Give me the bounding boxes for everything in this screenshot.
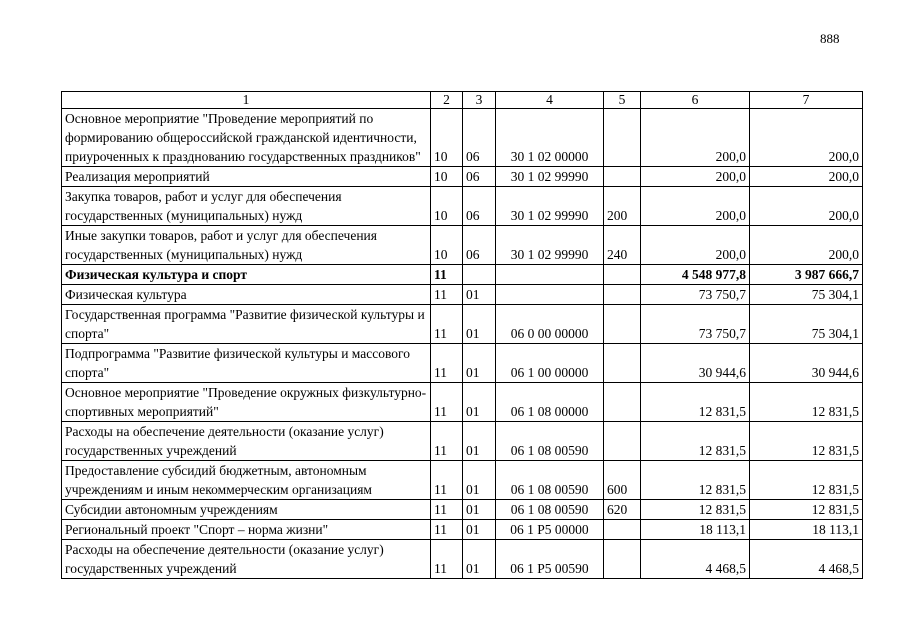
row-name: Физическая культура (62, 285, 431, 305)
cell-target-code: 30 1 02 99990 (496, 226, 604, 265)
table-row (62, 422, 863, 461)
header-cell: 4 (496, 92, 604, 109)
page-number: 888 (820, 31, 840, 46)
cell-subsection: 01 (463, 383, 496, 422)
cell-amount-7: 12 831,5 (750, 383, 863, 422)
header-cell: 1 (62, 92, 431, 109)
cell-amount-6: 200,0 (641, 167, 750, 187)
cell-expense-type (604, 344, 641, 383)
cell-section: 10 (431, 187, 463, 226)
row-name: Физическая культура и спорт (62, 265, 431, 285)
cell-section: 11 (431, 500, 463, 520)
cell-section: 11 (431, 422, 463, 461)
table-header-row (62, 92, 863, 109)
table-row (62, 109, 863, 167)
cell-amount-6: 18 113,1 (641, 520, 750, 540)
cell-expense-type: 200 (604, 187, 641, 226)
cell-expense-type (604, 520, 641, 540)
cell-subsection: 06 (463, 109, 496, 167)
table-row (62, 520, 863, 540)
cell-section: 10 (431, 226, 463, 265)
table-row (62, 167, 863, 187)
cell-expense-type: 240 (604, 226, 641, 265)
cell-amount-6: 4 468,5 (641, 540, 750, 579)
cell-amount-6: 30 944,6 (641, 344, 750, 383)
cell-amount-6: 73 750,7 (641, 305, 750, 344)
header-cell: 2 (431, 92, 463, 109)
cell-subsection: 01 (463, 422, 496, 461)
row-name: Государственная программа "Развитие физической культуры и спорта" (62, 305, 431, 344)
cell-expense-type (604, 422, 641, 461)
cell-target-code: 30 1 02 00000 (496, 109, 604, 167)
row-name: Предоставление субсидий бюджетным, автономным учреждениям и иным некоммерческим организациям (62, 461, 431, 500)
budget-table (61, 91, 863, 579)
cell-amount-7: 200,0 (750, 226, 863, 265)
cell-target-code: 06 0 00 00000 (496, 305, 604, 344)
cell-expense-type (604, 167, 641, 187)
cell-amount-7: 18 113,1 (750, 520, 863, 540)
cell-subsection: 01 (463, 540, 496, 579)
cell-amount-7: 12 831,5 (750, 461, 863, 500)
cell-section: 11 (431, 344, 463, 383)
cell-section: 11 (431, 285, 463, 305)
cell-subsection: 06 (463, 167, 496, 187)
row-name: Расходы на обеспечение деятельности (оказание услуг) государственных учреждений (62, 540, 431, 579)
table-row (62, 285, 863, 305)
cell-expense-type (604, 265, 641, 285)
row-name: Подпрограмма "Развитие физической культуры и массового спорта" (62, 344, 431, 383)
row-name: Субсидии автономным учреждениям (62, 500, 431, 520)
cell-target-code: 06 1 00 00000 (496, 344, 604, 383)
cell-expense-type (604, 109, 641, 167)
cell-target-code: 06 1 P5 00590 (496, 540, 604, 579)
cell-target-code: 06 1 08 00000 (496, 383, 604, 422)
cell-amount-7: 75 304,1 (750, 285, 863, 305)
cell-amount-7: 200,0 (750, 109, 863, 167)
table-row (62, 187, 863, 226)
table-row (62, 540, 863, 579)
cell-target-code: 06 1 08 00590 (496, 422, 604, 461)
header-cell: 3 (463, 92, 496, 109)
cell-subsection: 01 (463, 520, 496, 540)
cell-target-code (496, 285, 604, 305)
cell-amount-7: 4 468,5 (750, 540, 863, 579)
table-row (62, 265, 863, 285)
header-cell: 6 (641, 92, 750, 109)
row-name: Реализация мероприятий (62, 167, 431, 187)
cell-amount-7: 3 987 666,7 (750, 265, 863, 285)
cell-subsection (463, 265, 496, 285)
cell-amount-6: 12 831,5 (641, 500, 750, 520)
cell-expense-type (604, 540, 641, 579)
row-name: Закупка товаров, работ и услуг для обеспечения государственных (муниципальных) нужд (62, 187, 431, 226)
cell-amount-6: 200,0 (641, 187, 750, 226)
cell-section: 11 (431, 383, 463, 422)
cell-amount-6: 200,0 (641, 226, 750, 265)
cell-target-code: 06 1 08 00590 (496, 500, 604, 520)
cell-amount-6: 12 831,5 (641, 422, 750, 461)
cell-amount-6: 73 750,7 (641, 285, 750, 305)
row-name: Расходы на обеспечение деятельности (оказание услуг) государственных учреждений (62, 422, 431, 461)
cell-expense-type (604, 285, 641, 305)
cell-amount-6: 12 831,5 (641, 461, 750, 500)
cell-expense-type: 620 (604, 500, 641, 520)
cell-section: 11 (431, 520, 463, 540)
row-name: Основное мероприятие "Проведение мероприятий по формированию общероссийской гражданской идентичности, приуроченных к празднованию государственных праздников" (62, 109, 431, 167)
cell-section: 11 (431, 540, 463, 579)
cell-section: 11 (431, 265, 463, 285)
cell-amount-6: 200,0 (641, 109, 750, 167)
table-row (62, 305, 863, 344)
header-cell: 7 (750, 92, 863, 109)
cell-amount-7: 200,0 (750, 187, 863, 226)
cell-amount-7: 200,0 (750, 167, 863, 187)
cell-subsection: 01 (463, 500, 496, 520)
cell-amount-6: 12 831,5 (641, 383, 750, 422)
table-row (62, 226, 863, 265)
cell-expense-type (604, 305, 641, 344)
cell-section: 11 (431, 305, 463, 344)
cell-subsection: 06 (463, 226, 496, 265)
cell-subsection: 01 (463, 285, 496, 305)
cell-subsection: 01 (463, 305, 496, 344)
cell-expense-type (604, 383, 641, 422)
row-name: Основное мероприятие "Проведение окружных физкультурно-спортивных мероприятий" (62, 383, 431, 422)
table-row (62, 500, 863, 520)
cell-section: 10 (431, 167, 463, 187)
cell-subsection: 01 (463, 344, 496, 383)
row-name: Региональный проект "Спорт – норма жизни" (62, 520, 431, 540)
cell-section: 11 (431, 461, 463, 500)
table-row (62, 461, 863, 500)
cell-amount-6: 4 548 977,8 (641, 265, 750, 285)
cell-amount-7: 12 831,5 (750, 422, 863, 461)
cell-target-code: 06 1 P5 00000 (496, 520, 604, 540)
cell-amount-7: 30 944,6 (750, 344, 863, 383)
cell-amount-7: 75 304,1 (750, 305, 863, 344)
cell-target-code: 30 1 02 99990 (496, 187, 604, 226)
table-row (62, 383, 863, 422)
cell-section: 10 (431, 109, 463, 167)
cell-target-code: 06 1 08 00590 (496, 461, 604, 500)
cell-target-code: 30 1 02 99990 (496, 167, 604, 187)
cell-expense-type: 600 (604, 461, 641, 500)
row-name: Иные закупки товаров, работ и услуг для обеспечения государственных (муниципальных) нужд (62, 226, 431, 265)
cell-subsection: 01 (463, 461, 496, 500)
cell-subsection: 06 (463, 187, 496, 226)
table-row (62, 344, 863, 383)
cell-amount-7: 12 831,5 (750, 500, 863, 520)
cell-target-code (496, 265, 604, 285)
header-cell: 5 (604, 92, 641, 109)
